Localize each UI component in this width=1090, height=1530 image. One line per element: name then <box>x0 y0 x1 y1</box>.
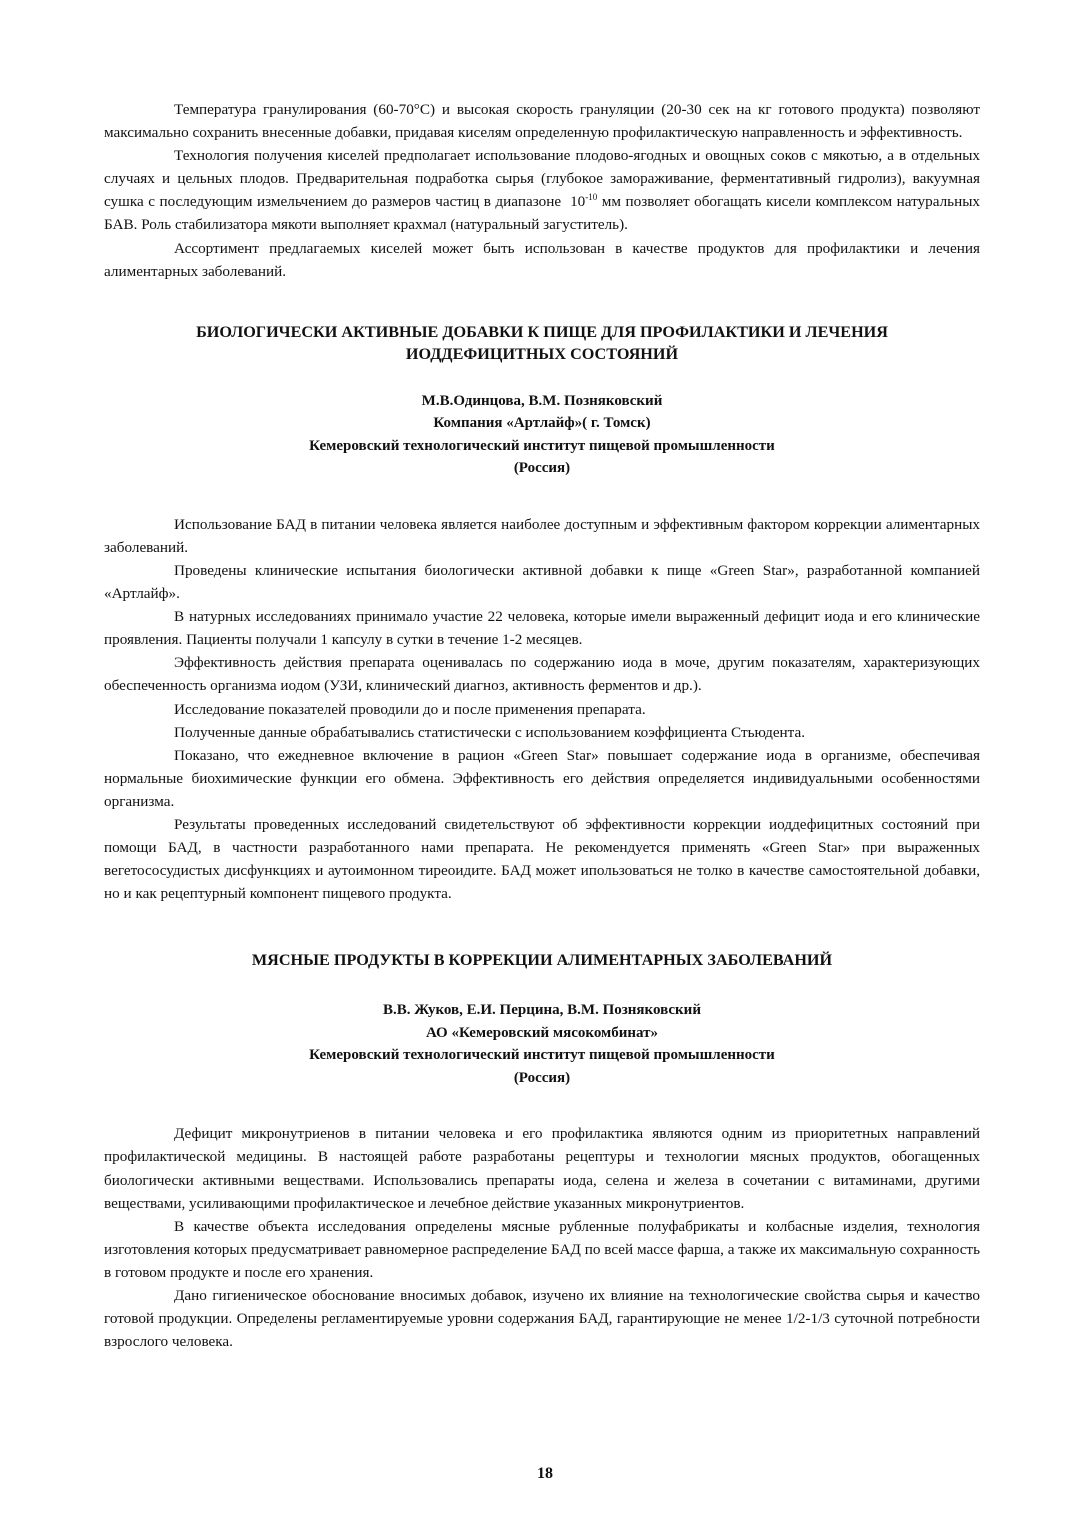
article-1-body <box>104 513 980 906</box>
article-1-byline <box>104 390 980 480</box>
article-2-paragraph: В качестве объекта исследования определены мясные рубленные полуфабрикаты и колбасные изделия, технология изготовления которых предусматривает равномерное распределение БАД по всей массе фарша, а также их максимальную сохранность в готовом продукте и после его хранения. <box>104 1217 980 1281</box>
article-2-paragraph: Дефицит микронутриенов в питании человека и его профилактика являются одним из приоритетных направлений профилактической медицины. В настоящей работе разработаны рецептуры и технологии мясных продуктов, обогащенных биологически активными веществами. Использовались препараты иода, селена и железа в сочетании с витаминами, другими веществами, усиливающими профилактическое и лечебное действие указанных микронутриентов. <box>104 1125 980 1212</box>
page-content <box>104 98 980 1353</box>
article-1-paragraph: Использование БАД в питании человека является наиболее доступным и эффективным фактором коррекции алиментарных заболеваний. <box>104 515 980 556</box>
article-1-title-line-1: БИОЛОГИЧЕСКИ АКТИВНЫЕ ДОБАВКИ К ПИЩЕ ДЛЯ ПРОФИЛАКТИКИ И ЛЕЧЕНИЯ <box>196 322 888 341</box>
article-1-paragraph: Полученные данные обрабатывались статистически с использованием коэффициента Стьюдента. <box>174 723 806 741</box>
article-1-company: Компания «Артлайф»( г. Томск) <box>433 415 651 432</box>
article-2-paragraph: Дано гигиеническое обоснование вносимых добавок, изучено их влияние на технологические свойства сырья и качество готовой продукции. Определены регламентируемые уровни содержания БАД, гарантирующие не менее 1/2-1/3 суточной потребности взрослого человека. <box>104 1287 980 1351</box>
article-1-paragraph: В натурных исследованиях принимало участие 22 человека, которые имели выраженный дефицит иода и его клинические проявления. Пациенты получали 1 капсулу в сутки в течение 1-2 месяцев. <box>104 608 980 649</box>
article-1-authors: М.В.Одинцова, В.М. Позняковский <box>421 392 663 409</box>
article-2-body <box>104 1122 980 1353</box>
intro-paragraph-1: Температура гранулирования (60-70°С) и высокая скорость грануляции (20-30 сек на кг готового продукта) позволяют максимально сохранить внесенные добавки, придавая киселям определенную профилактическую направленность и эффективность. <box>104 101 980 142</box>
exponent-value: -10 <box>585 192 598 203</box>
article-1-paragraph: Проведены клинические испытания биологически активной добавки к пище «Green Star», разработанной компанией «Артлайф». <box>104 561 980 603</box>
article-1-paragraph: Эффективность действия препарата оценивалась по содержанию иода в моче, другим показателям, характеризующих обеспеченность организма иодом (УЗИ, клинический диагноз, активность ферментов и др.). <box>104 654 980 695</box>
intro-section <box>104 98 980 283</box>
article-2-company: АО «Кемеровский мясокомбинат» <box>425 1024 659 1041</box>
article-2-authors: В.В. Жуков, Е.И. Перцина, В.М. Позняковский <box>383 1002 701 1019</box>
article-1-paragraph: Результаты проведенных исследований свидетельствуют об эффективности коррекции иоддефицитных состояний при помощи БАД, в частности разработанного нами препарата. Не рекомендуется применять «Green Star» при выраженных вегетососудистых дисфункциях и аутоимонном тиреоидите. БАД может ипользоваться не толко в качестве самостоятельной добавки, но и как рецептурный компонент пищевого продукта. <box>104 815 980 903</box>
article-1-title-line-2: ИОДДЕФИЦИТНЫХ СОСТОЯНИЙ <box>405 344 679 363</box>
page-number: 18 <box>537 1465 553 1482</box>
article-1-country: (Россия) <box>513 460 571 477</box>
article-1-title <box>104 321 980 365</box>
article-2-country: (Россия) <box>513 1069 571 1086</box>
exponent-base: 10 <box>570 193 586 211</box>
article-1-paragraph: Исследование показателей проводили до и после применения препарата. <box>174 700 646 718</box>
intro-paragraph-3: Ассортимент предлагаемых киселей может быть использован в качестве продуктов для профилактики и лечения алиментарных заболеваний. <box>104 239 980 280</box>
intro-paragraph-2 <box>104 144 980 236</box>
article-1 <box>104 321 980 906</box>
article-1-institute: Кемеровский технологический институт пищевой промышленности <box>309 437 775 454</box>
article-2-title: МЯСНЫЕ ПРОДУКТЫ В КОРРЕКЦИИ АЛИМЕНТАРНЫХ ЗАБОЛЕВАНИЙ <box>251 951 833 970</box>
intro-paragraph-2-tail: мм позволяет обогащать кисели комплексом натуральных БАВ. Роль стабилизатора мякоти выполняет крахмал (натуральный загуститель). <box>104 193 981 234</box>
article-2-byline <box>104 999 980 1089</box>
article-1-paragraph: Показано, что ежедневное включение в рацион «Green Star» повышает содержание иода в организме, обеспечивая нормальные биохимические функции его обмена. Эффективность его действия определяется индивидуальными особенностями организма. <box>104 746 980 810</box>
article-2-institute: Кемеровский технологический институт пищевой промышленности <box>309 1047 775 1064</box>
intro-paragraph-2-text: Технология получения киселей предполагает использование плодово-ягодных и овощных соков с мякотью, а в отдельных случаях и цельных плодов. Предварительная подработка сырья (глубокое замораживание, ферментативный гидролиз), вакуумная сушка с последующим измельчением до размеров частиц в диапазоне <box>104 147 980 211</box>
article-2 <box>104 949 980 1353</box>
